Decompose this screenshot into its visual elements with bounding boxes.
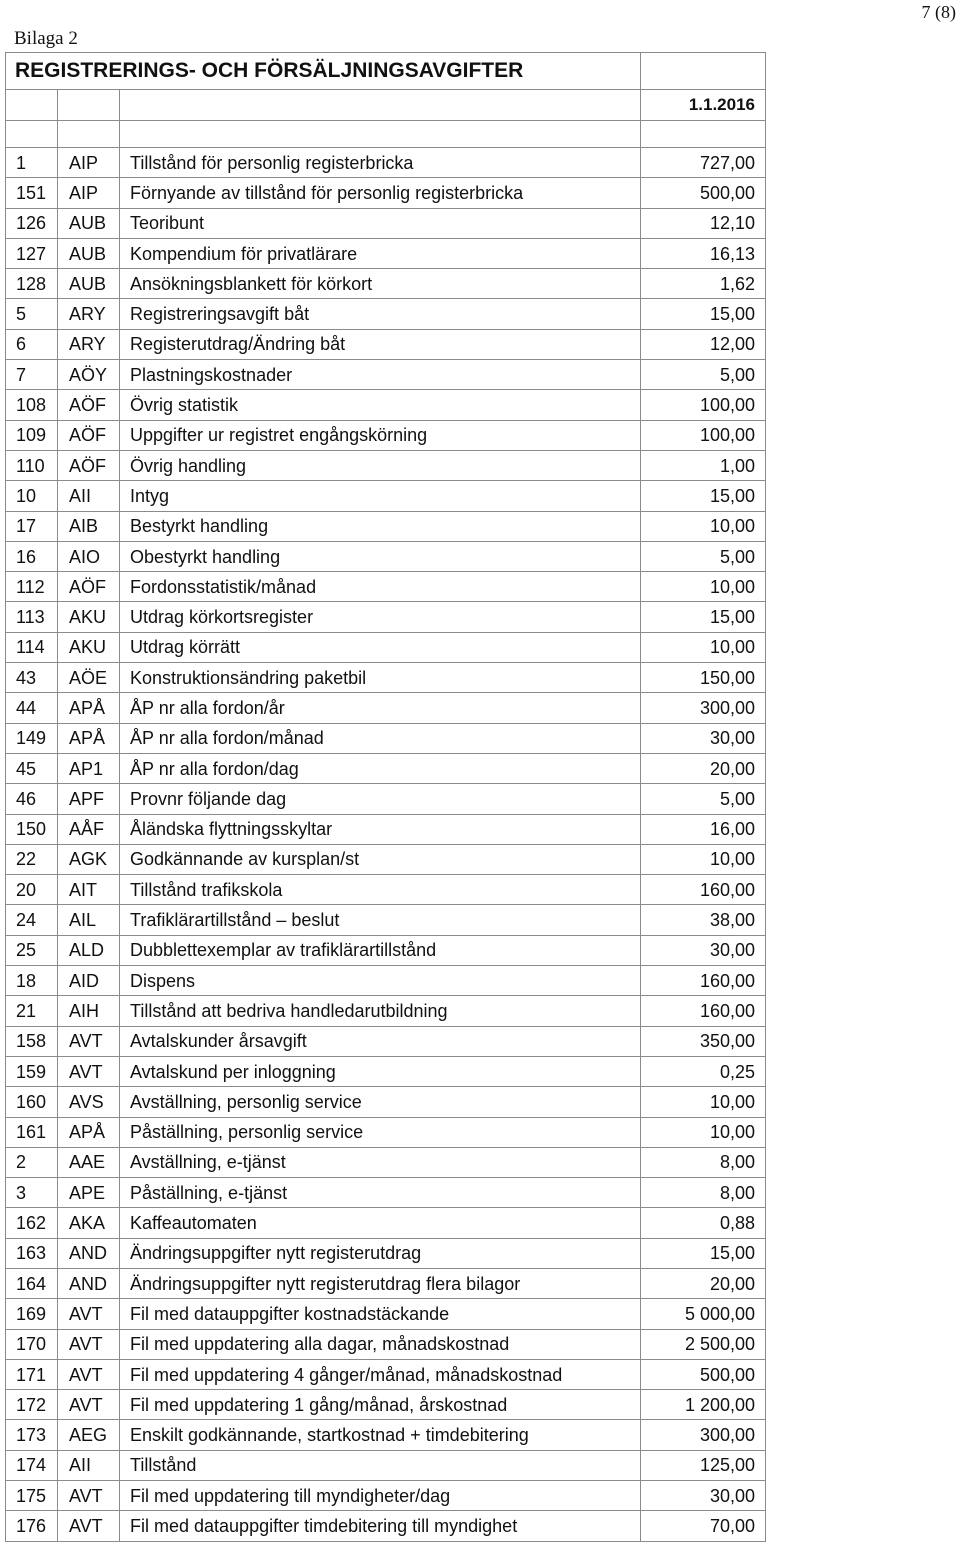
fee-amount: 150,00 [641, 663, 766, 693]
fee-amount: 30,00 [641, 1481, 766, 1511]
date-row-empty-cell [120, 90, 641, 121]
table-row [6, 693, 766, 723]
fee-abbreviation: ARY [58, 299, 120, 329]
fee-description: Plastningskostnader [120, 360, 641, 390]
fee-amount: 5 000,00 [641, 1299, 766, 1329]
table-row [6, 966, 766, 996]
fee-amount: 12,00 [641, 329, 766, 359]
table-row [6, 1238, 766, 1268]
fee-description: Obestyrkt handling [120, 541, 641, 571]
table-row [6, 148, 766, 178]
fee-abbreviation: APE [58, 1178, 120, 1208]
fee-abbreviation: ALD [58, 935, 120, 965]
table-row [6, 1268, 766, 1298]
fee-description: Konstruktionsändring paketbil [120, 663, 641, 693]
title-row-empty-cell [641, 53, 766, 90]
table-row [6, 1299, 766, 1329]
fee-abbreviation: AEG [58, 1420, 120, 1450]
fee-description: Utdrag körrätt [120, 632, 641, 662]
table-row [6, 420, 766, 450]
table-row [6, 1056, 766, 1086]
fee-abbreviation: AVT [58, 1390, 120, 1420]
fee-code: 6 [6, 329, 58, 359]
fee-description: Fil med datauppgifter kostnadstäckande [120, 1299, 641, 1329]
fee-amount: 160,00 [641, 996, 766, 1026]
fee-description: ÅP nr alla fordon/månad [120, 723, 641, 753]
table-row [6, 1178, 766, 1208]
fee-abbreviation: AÖY [58, 360, 120, 390]
fee-amount: 2 500,00 [641, 1329, 766, 1359]
fee-abbreviation: AP1 [58, 753, 120, 783]
fee-amount: 38,00 [641, 905, 766, 935]
fee-code: 45 [6, 753, 58, 783]
fee-code: 25 [6, 935, 58, 965]
table-row [6, 875, 766, 905]
fee-amount: 5,00 [641, 541, 766, 571]
blank-cell [641, 121, 766, 148]
fee-amount: 20,00 [641, 1268, 766, 1298]
fee-code: 10 [6, 481, 58, 511]
fee-abbreviation: AIL [58, 905, 120, 935]
fee-amount: 20,00 [641, 753, 766, 783]
table-row [6, 663, 766, 693]
fee-description: Förnyande av tillstånd för personlig registerbricka [120, 178, 641, 208]
fee-code: 17 [6, 511, 58, 541]
fee-amount: 16,13 [641, 238, 766, 268]
fee-amount: 1,62 [641, 269, 766, 299]
fee-code: 112 [6, 572, 58, 602]
fee-amount: 300,00 [641, 1420, 766, 1450]
fee-amount: 8,00 [641, 1147, 766, 1177]
fee-abbreviation: AGK [58, 844, 120, 874]
fee-code: 128 [6, 269, 58, 299]
fee-abbreviation: AVT [58, 1329, 120, 1359]
fee-amount: 300,00 [641, 693, 766, 723]
fee-code: 176 [6, 1511, 58, 1541]
fee-amount: 1 200,00 [641, 1390, 766, 1420]
fee-description: Enskilt godkännande, startkostnad + timdebitering [120, 1420, 641, 1450]
table-row [6, 1208, 766, 1238]
blank-cell [6, 121, 58, 148]
fee-code: 110 [6, 450, 58, 480]
table-row [6, 541, 766, 571]
fee-amount: 15,00 [641, 481, 766, 511]
table-row [6, 299, 766, 329]
fee-amount: 350,00 [641, 1026, 766, 1056]
fee-abbreviation: AUB [58, 238, 120, 268]
blank-cell [58, 121, 120, 148]
table-row [6, 844, 766, 874]
fee-amount: 100,00 [641, 420, 766, 450]
fee-description: Provnr följande dag [120, 784, 641, 814]
fee-description: Tillstånd trafikskola [120, 875, 641, 905]
fee-code: 164 [6, 1268, 58, 1298]
fee-code: 114 [6, 632, 58, 662]
fee-code: 5 [6, 299, 58, 329]
fee-abbreviation: AÖF [58, 572, 120, 602]
table-row [6, 905, 766, 935]
fee-abbreviation: AÅF [58, 814, 120, 844]
fee-code: 158 [6, 1026, 58, 1056]
blank-cell [120, 121, 641, 148]
fee-code: 2 [6, 1147, 58, 1177]
fee-description: Påställning, personlig service [120, 1117, 641, 1147]
table-row [6, 1481, 766, 1511]
fee-amount: 15,00 [641, 602, 766, 632]
fee-description: Åländska flyttningsskyltar [120, 814, 641, 844]
fee-amount: 1,00 [641, 450, 766, 480]
fee-table-body [6, 53, 766, 1542]
date-row-empty-cell [58, 90, 120, 121]
table-row [6, 329, 766, 359]
fee-amount: 70,00 [641, 1511, 766, 1541]
table-row [6, 1390, 766, 1420]
fee-description: Fil med uppdatering 4 gånger/månad, månadskostnad [120, 1359, 641, 1389]
fee-code: 109 [6, 420, 58, 450]
fee-amount: 10,00 [641, 1117, 766, 1147]
fee-amount: 160,00 [641, 875, 766, 905]
fee-amount: 16,00 [641, 814, 766, 844]
fee-code: 127 [6, 238, 58, 268]
table-row [6, 1359, 766, 1389]
fee-code: 3 [6, 1178, 58, 1208]
fee-abbreviation: AUB [58, 208, 120, 238]
fee-description: Tillstånd för personlig registerbricka [120, 148, 641, 178]
fee-description: Godkännande av kursplan/st [120, 844, 641, 874]
appendix-label: Bilaga 2 [14, 28, 78, 49]
table-row [6, 1329, 766, 1359]
fee-abbreviation: AIP [58, 178, 120, 208]
fee-amount: 5,00 [641, 360, 766, 390]
fee-code: 161 [6, 1117, 58, 1147]
fee-abbreviation: AVT [58, 1511, 120, 1541]
fee-description: Fordonsstatistik/månad [120, 572, 641, 602]
fee-description: Ändringsuppgifter nytt registerutdrag flera bilagor [120, 1268, 641, 1298]
table-row [6, 996, 766, 1026]
fee-abbreviation: AIP [58, 148, 120, 178]
fee-abbreviation: AVT [58, 1299, 120, 1329]
fee-abbreviation: AIB [58, 511, 120, 541]
fee-description: Kompendium för privatlärare [120, 238, 641, 268]
fee-amount: 12,10 [641, 208, 766, 238]
fee-abbreviation: AIT [58, 875, 120, 905]
fee-abbreviation: APÅ [58, 723, 120, 753]
fee-code: 175 [6, 1481, 58, 1511]
fee-description: Uppgifter ur registret engångskörning [120, 420, 641, 450]
fee-amount: 8,00 [641, 1178, 766, 1208]
table-row [6, 1117, 766, 1147]
fee-code: 170 [6, 1329, 58, 1359]
fee-abbreviation: AIH [58, 996, 120, 1026]
fee-abbreviation: APÅ [58, 1117, 120, 1147]
title-row [6, 53, 766, 90]
fee-amount: 10,00 [641, 572, 766, 602]
fee-abbreviation: AVS [58, 1087, 120, 1117]
fee-amount: 100,00 [641, 390, 766, 420]
table-row [6, 208, 766, 238]
fee-abbreviation: AÖF [58, 390, 120, 420]
fee-code: 163 [6, 1238, 58, 1268]
fee-description: Registerutdrag/Ändring båt [120, 329, 641, 359]
table-row [6, 450, 766, 480]
fee-amount: 500,00 [641, 1359, 766, 1389]
fee-code: 160 [6, 1087, 58, 1117]
fee-code: 159 [6, 1056, 58, 1086]
fee-amount: 727,00 [641, 148, 766, 178]
fee-description: Utdrag körkortsregister [120, 602, 641, 632]
fee-description: Fil med uppdatering till myndigheter/dag [120, 1481, 641, 1511]
table-row [6, 723, 766, 753]
date-row-empty-cell [6, 90, 58, 121]
fee-abbreviation: AII [58, 481, 120, 511]
fee-code: 1 [6, 148, 58, 178]
effective-date: 1.1.2016 [641, 90, 766, 121]
fee-amount: 500,00 [641, 178, 766, 208]
fee-code: 172 [6, 1390, 58, 1420]
fee-code: 43 [6, 663, 58, 693]
table-row [6, 1087, 766, 1117]
fee-code: 44 [6, 693, 58, 723]
fee-abbreviation: APF [58, 784, 120, 814]
fee-abbreviation: AKU [58, 632, 120, 662]
fee-amount: 15,00 [641, 299, 766, 329]
fee-abbreviation: AND [58, 1238, 120, 1268]
page-number: 7 (8) [921, 2, 956, 22]
fee-abbreviation: AÖF [58, 450, 120, 480]
fee-description: ÅP nr alla fordon/dag [120, 753, 641, 783]
fee-amount: 160,00 [641, 966, 766, 996]
fee-description: Övrig handling [120, 450, 641, 480]
table-row [6, 1420, 766, 1450]
table-row [6, 1450, 766, 1480]
fee-amount: 30,00 [641, 723, 766, 753]
fee-abbreviation: AIO [58, 541, 120, 571]
fee-code: 150 [6, 814, 58, 844]
fee-abbreviation: APÅ [58, 693, 120, 723]
fee-amount: 0,25 [641, 1056, 766, 1086]
table-row [6, 1147, 766, 1177]
table-row [6, 360, 766, 390]
fee-amount: 10,00 [641, 511, 766, 541]
fee-abbreviation: AVT [58, 1359, 120, 1389]
fee-code: 162 [6, 1208, 58, 1238]
fee-amount: 10,00 [641, 844, 766, 874]
fee-code: 171 [6, 1359, 58, 1389]
fee-amount: 125,00 [641, 1450, 766, 1480]
fee-description: Övrig statistik [120, 390, 641, 420]
fee-amount: 10,00 [641, 632, 766, 662]
fee-description: Tillstånd att bedriva handledarutbildning [120, 996, 641, 1026]
table-row [6, 390, 766, 420]
fee-amount: 0,88 [641, 1208, 766, 1238]
fee-description: Ansökningsblankett för körkort [120, 269, 641, 299]
fee-code: 7 [6, 360, 58, 390]
fee-code: 126 [6, 208, 58, 238]
fee-code: 24 [6, 905, 58, 935]
table-row [6, 632, 766, 662]
fee-table [5, 52, 766, 1542]
table-row [6, 1511, 766, 1541]
fee-amount: 10,00 [641, 1087, 766, 1117]
fee-code: 20 [6, 875, 58, 905]
table-row [6, 269, 766, 299]
fee-description: Dubblettexemplar av trafiklärartillstånd [120, 935, 641, 965]
fee-code: 169 [6, 1299, 58, 1329]
fee-abbreviation: AII [58, 1450, 120, 1480]
date-row [6, 90, 766, 121]
fee-amount: 5,00 [641, 784, 766, 814]
fee-code: 174 [6, 1450, 58, 1480]
fee-description: Intyg [120, 481, 641, 511]
table-row [6, 511, 766, 541]
fee-abbreviation: AID [58, 966, 120, 996]
fee-description: Fil med uppdatering 1 gång/månad, årskostnad [120, 1390, 641, 1420]
fee-abbreviation: AÖF [58, 420, 120, 450]
fee-description: Teoribunt [120, 208, 641, 238]
fee-abbreviation: AVT [58, 1026, 120, 1056]
table-row [6, 1026, 766, 1056]
table-row [6, 178, 766, 208]
table-row [6, 935, 766, 965]
fee-description: Avställning, personlig service [120, 1087, 641, 1117]
fee-abbreviation: AKA [58, 1208, 120, 1238]
fee-description: Trafiklärartillstånd – beslut [120, 905, 641, 935]
table-row [6, 753, 766, 783]
fee-amount: 15,00 [641, 1238, 766, 1268]
fee-description: Registreringsavgift båt [120, 299, 641, 329]
fee-description: Kaffeautomaten [120, 1208, 641, 1238]
fee-code: 18 [6, 966, 58, 996]
fee-abbreviation: AVT [58, 1056, 120, 1086]
fee-description: Fil med uppdatering alla dagar, månadskostnad [120, 1329, 641, 1359]
fee-abbreviation: AND [58, 1268, 120, 1298]
fee-description: Bestyrkt handling [120, 511, 641, 541]
document-title: REGISTRERINGS- OCH FÖRSÄLJNINGSAVGIFTER [6, 53, 641, 90]
table-row [6, 481, 766, 511]
table-row [6, 784, 766, 814]
fee-abbreviation: AVT [58, 1481, 120, 1511]
table-row [6, 602, 766, 632]
fee-abbreviation: AAE [58, 1147, 120, 1177]
fee-abbreviation: ARY [58, 329, 120, 359]
fee-abbreviation: AKU [58, 602, 120, 632]
fee-code: 22 [6, 844, 58, 874]
fee-description: Fil med datauppgifter timdebitering till myndighet [120, 1511, 641, 1541]
fee-code: 16 [6, 541, 58, 571]
fee-code: 108 [6, 390, 58, 420]
fee-description: ÅP nr alla fordon/år [120, 693, 641, 723]
fee-code: 21 [6, 996, 58, 1026]
fee-code: 113 [6, 602, 58, 632]
fee-code: 151 [6, 178, 58, 208]
fee-abbreviation: AUB [58, 269, 120, 299]
fee-description: Påställning, e-tjänst [120, 1178, 641, 1208]
blank-row [6, 121, 766, 148]
table-row [6, 814, 766, 844]
table-row [6, 572, 766, 602]
fee-description: Avtalskund per inloggning [120, 1056, 641, 1086]
fee-description: Avställning, e-tjänst [120, 1147, 641, 1177]
fee-amount: 30,00 [641, 935, 766, 965]
fee-description: Avtalskunder årsavgift [120, 1026, 641, 1056]
fee-description: Ändringsuppgifter nytt registerutdrag [120, 1238, 641, 1268]
fee-abbreviation: AÖE [58, 663, 120, 693]
fee-code: 173 [6, 1420, 58, 1450]
fee-description: Dispens [120, 966, 641, 996]
fee-description: Tillstånd [120, 1450, 641, 1480]
fee-code: 149 [6, 723, 58, 753]
table-row [6, 238, 766, 268]
fee-code: 46 [6, 784, 58, 814]
